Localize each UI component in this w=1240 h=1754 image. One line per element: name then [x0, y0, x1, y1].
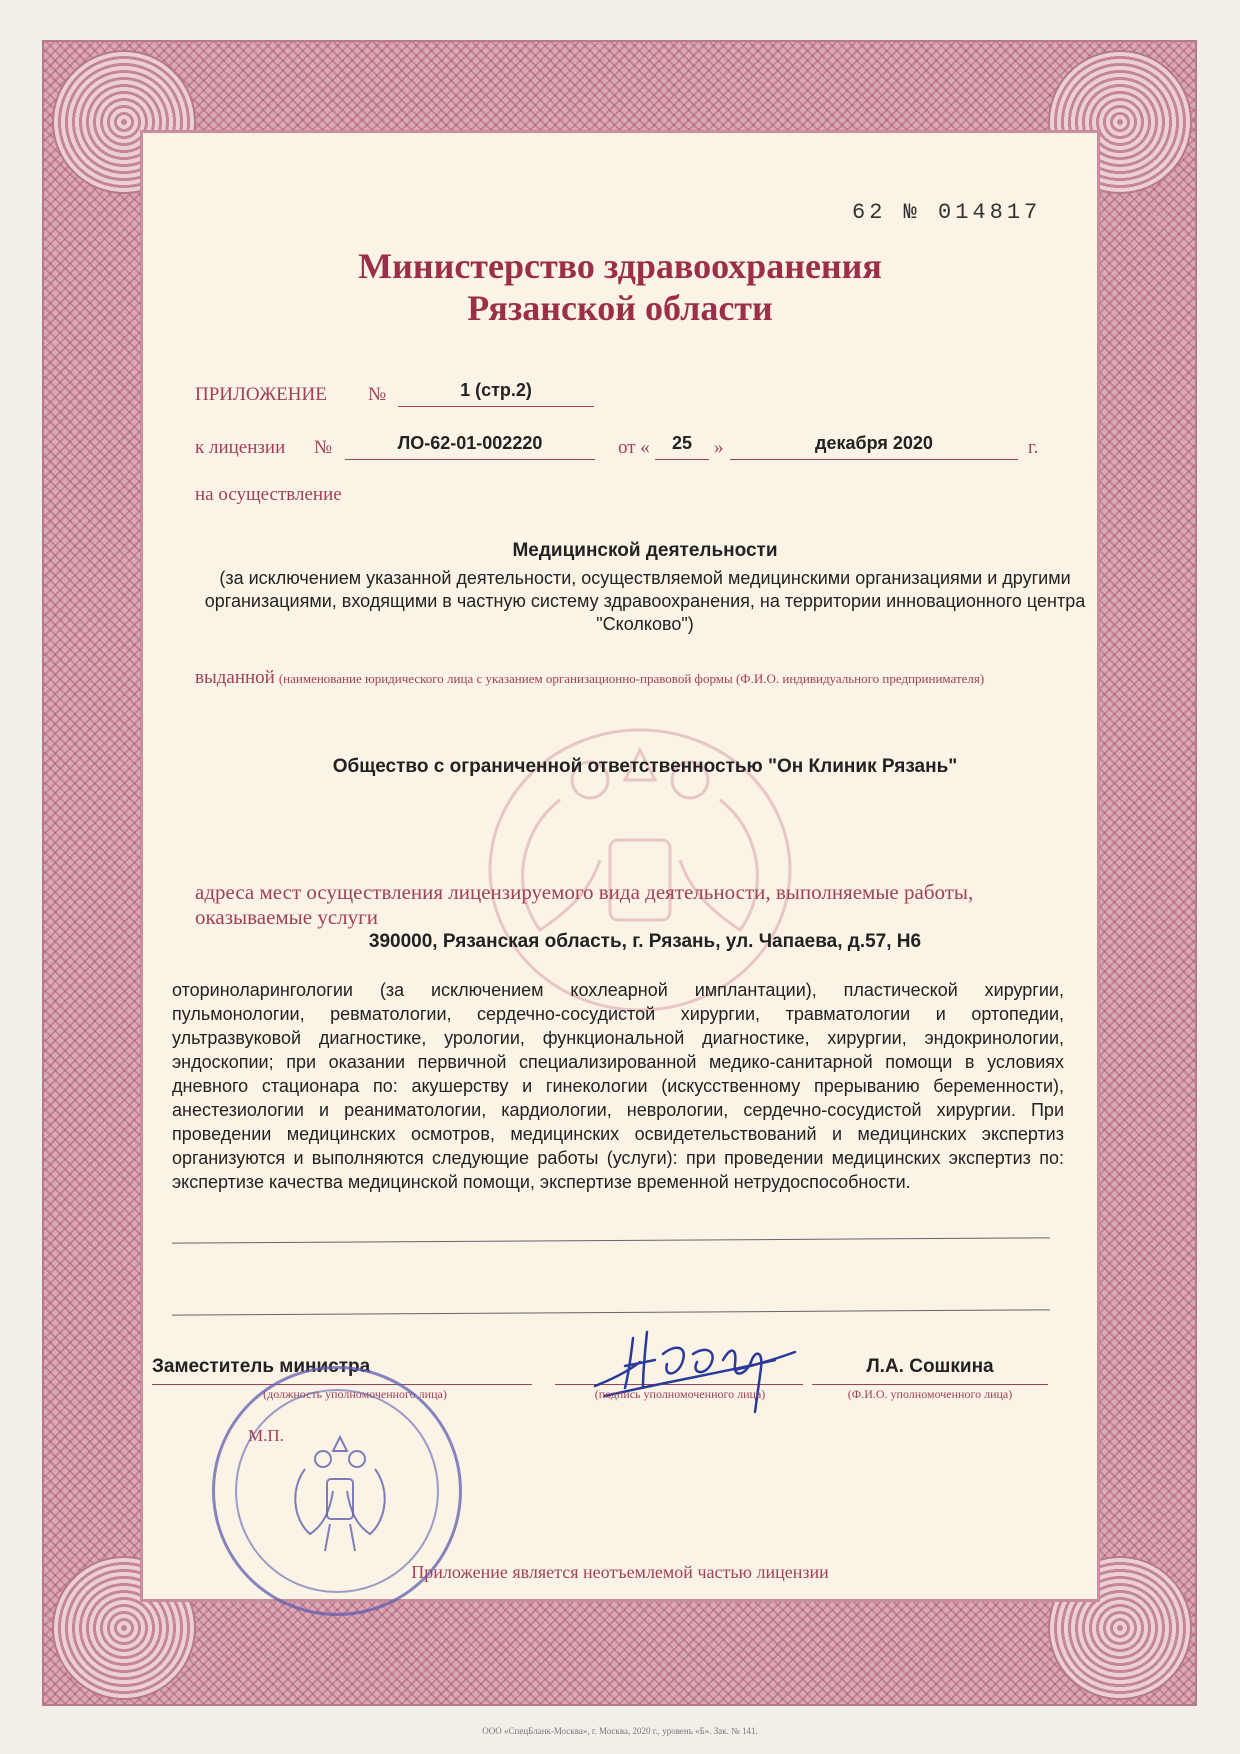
activity-note: (за исключением указанной деятельности, осуществляемой медицинскими организациями и другими организациями, входящими в частную систему здравоохранения, на территории инновационного центра "Сколково") — [204, 568, 1086, 634]
organization-name: Общество с ограниченной ответственностью "Он Клиник Рязань" — [332, 756, 958, 777]
handwritten-signature — [585, 1316, 810, 1426]
year-suffix: г. — [1028, 437, 1039, 458]
activity-name: Медицинской деятельности — [512, 540, 778, 561]
number-sign: № — [903, 200, 921, 225]
position-hint: (должность уполномоченного лица) — [263, 1387, 447, 1401]
services-text: оториноларингологии (за исключением кохлеарной имплантации), пластической хирургии, пульмонологии, ревматологии, сердечно-сосудистой хирургии, травматологии и ортопедии, ультразвуковой диагностике, урологии, функциональной диагностике, хирургии, эндокринологии, эндоскопии; при оказании первичной специализированной медико-санитарной помощи в условиях дневного стационара по: акушерству и гинекологии (искусственному прерыванию беременности), анестезиологии и реаниматологии, кардиологии, неврологии, сердечно-сосудистой хирургии. При проведении медицинских осмотров, медицинских освидетельствований и медицинских экспертиз организуются и выполняются следующие работы (услуги): при проведении медицинских экспертиз по: экспертизе качества медицинской помощи, экспертизе временной нетрудоспособности. — [172, 980, 1064, 1192]
appendix-integral-note: Приложение является неотъемлемой частью лицензии — [411, 1562, 829, 1582]
appendix-number: 1 (стр.2) — [398, 380, 594, 407]
seal-place-label: М.П. — [248, 1426, 284, 1445]
seal-eagle-emblem — [285, 1429, 395, 1559]
issuer-title-line2: Рязанской области — [467, 288, 773, 328]
printer-imprint: ООО «СпецБланк-Москва», г. Москва, 2020 г., уровень «Б». Зак. № 141. — [482, 1726, 758, 1736]
serial-number — [852, 200, 1041, 225]
signer-position: Заместитель министра — [152, 1356, 532, 1385]
address-value: 390000, Рязанская область, г. Рязань, ул. Чапаева, д.57, Н6 — [368, 931, 922, 952]
issued-label: выданной — [195, 667, 275, 688]
signature-hint: (подпись уполномоченного лица) — [594, 1387, 766, 1401]
license-number: ЛО-62-01-002220 — [345, 433, 595, 460]
issued-row — [195, 668, 1075, 689]
license-close-quote: » — [714, 437, 724, 458]
form-number: 014817 — [938, 200, 1042, 225]
issued-hint: (наименование юридического лица с указанием организационно-правовой формы (Ф.И.О. индивидуального предпринимателя) — [278, 671, 985, 686]
appendix-label: ПРИЛОЖЕНИЕ — [195, 384, 327, 405]
appendix-number-sign: № — [368, 384, 387, 405]
name-hint: (Ф.И.О. уполномоченного лица) — [847, 1387, 1013, 1401]
license-number-sign: № — [314, 437, 333, 458]
license-day: 25 — [655, 433, 709, 460]
series: 62 — [852, 200, 887, 225]
activity-label: на осуществление — [195, 484, 342, 505]
issuer-title-line1: Министерство здравоохранения — [358, 246, 882, 286]
signer-name: Л.А. Сошкина — [812, 1356, 1048, 1385]
address-label: адреса мест осуществления лицензируемого вида деятельности, выполняемые работы, оказываемые услуги — [195, 880, 974, 929]
license-from-label: от « — [618, 437, 650, 458]
license-date: декабря 2020 — [730, 433, 1018, 460]
license-label: к лицензии — [195, 437, 286, 458]
